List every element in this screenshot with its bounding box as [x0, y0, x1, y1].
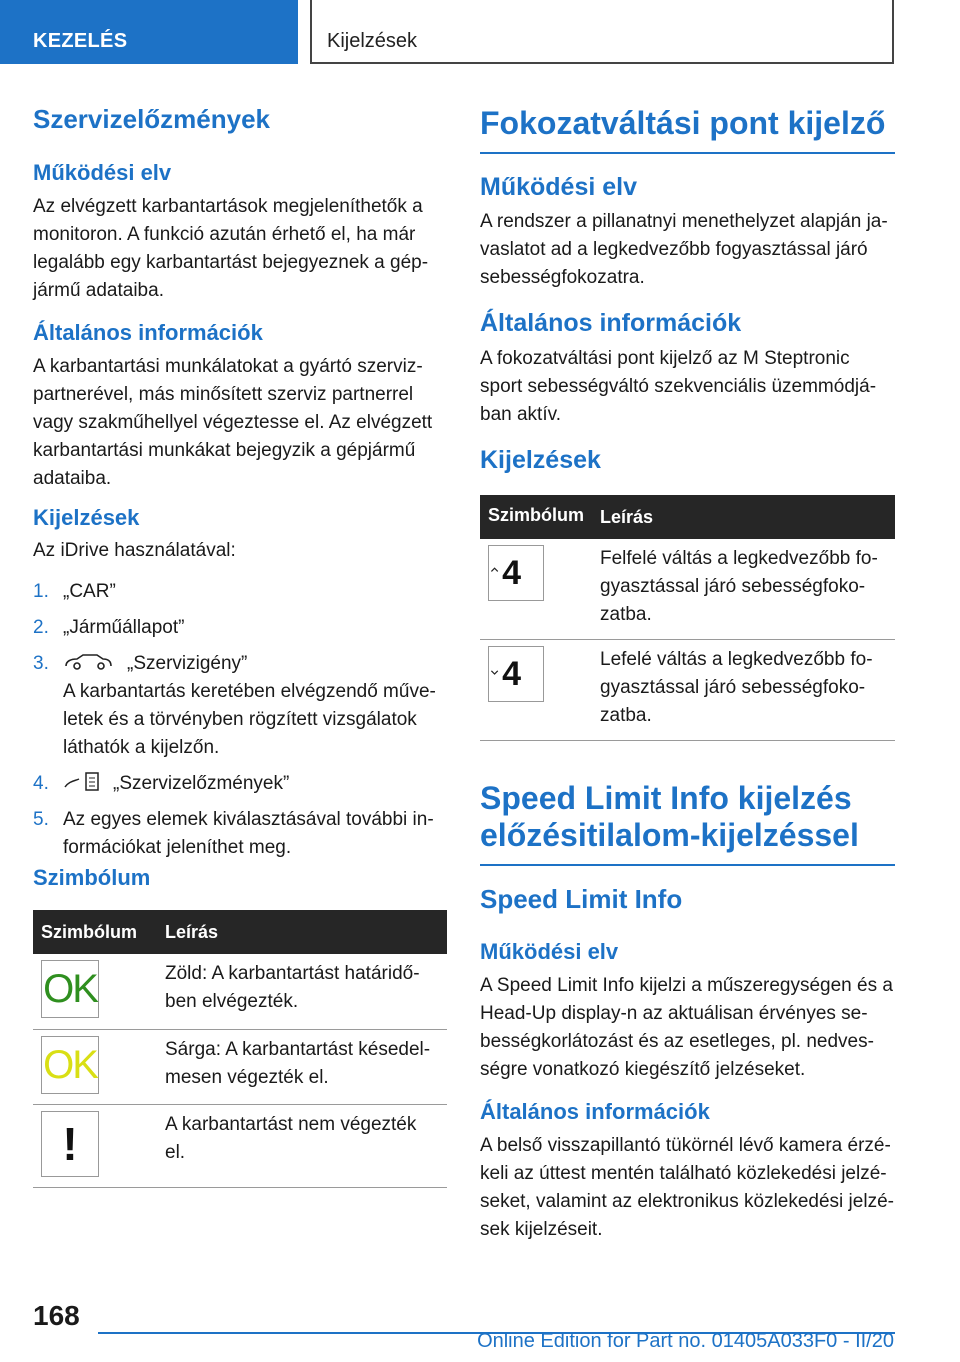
step-text: „CAR”	[63, 581, 116, 602]
principle-text: Az elvégzett karbantartások megjeleníthetők a monitoron. A funkció azután érhető el, ha már legalább egy karbantartást bejegyeznek a gépjármű adataiba.	[33, 196, 429, 301]
exclamation-icon: !	[41, 1111, 99, 1177]
step-text: „Szervizelőzmények”	[113, 773, 290, 794]
ok-green-icon: OK	[41, 960, 99, 1018]
table-header-symbol: Szimbólum	[33, 910, 157, 954]
shift-down-icon: 4	[488, 646, 544, 702]
table-row	[33, 1104, 447, 1187]
step-text: „Járműállapot”	[63, 617, 185, 638]
symbol-heading: Szimbólum	[33, 865, 151, 890]
general-info-heading: Általános információk	[33, 320, 263, 345]
list-item	[33, 806, 447, 862]
sli-general-heading: Általános információk	[480, 1099, 710, 1124]
sli-general-text: A belső visszapillantó tükörnél lévő kamera érzékeli az úttest mentén található közlekedési jelzéseket, valamint az elektronikus közlekedési jelzések kijelzéseit.	[480, 1135, 894, 1240]
description-cell: A karbantartást nem végezték el.	[157, 1104, 447, 1187]
step-number: 5.	[33, 809, 49, 830]
principle-text: A rendszer a pillanatnyi menethelyzet alapján javaslatot ad a legkedvezőbb fogyasztással járó sebességfokozatra.	[480, 211, 888, 288]
chapter-header	[310, 0, 894, 64]
table-header-symbol: Szimbólum	[480, 495, 592, 539]
step-number: 2.	[33, 617, 49, 638]
table-header-description: Leírás	[157, 910, 447, 954]
list-item	[33, 770, 447, 798]
general-info-text: A karbantartási munkálatokat a gyártó szervizpartnerével, más minősített szerviz partnerrel vagy szakműhellyel végeztesse el. Az elvégzett karbantartási munkákat bejegyzik a gépjármű adataiba.	[33, 356, 433, 489]
step-subtext: A karbantartás keretében elvégzendő műveletek és a törvényben rögzített vizsgálatok láthatók a kijelzőn.	[63, 681, 436, 758]
step-number: 4.	[33, 773, 49, 794]
ok-yellow-icon: OK	[41, 1036, 99, 1094]
description-cell: Sárga: A karbantartást késedelmesen végezték el.	[157, 1029, 447, 1104]
gear-symbol-table	[480, 495, 895, 741]
speed-limit-title: Speed Limit Info kijelzés előzésitilalom-kijelzéssel	[480, 780, 895, 866]
service-symbol-table	[33, 910, 447, 1188]
list-item	[33, 650, 447, 762]
service-history-title: Szervizelőzmények	[33, 104, 271, 134]
sli-principle-heading: Működési elv	[480, 939, 619, 964]
gear-shift-title: Fokozatváltási pont kijelző	[480, 105, 895, 154]
displays-intro: Az iDrive használatával:	[33, 540, 236, 561]
principle-heading: Működési elv	[33, 160, 172, 185]
description-cell: Lefelé váltás a legkedvezőbb fogyasztással járó sebességfokozatba.	[592, 640, 895, 741]
step-number: 1.	[33, 581, 49, 602]
description-cell: Felfelé váltás a legkedvezőbb fogyasztással járó sebességfokozatba.	[592, 539, 895, 640]
car-service-icon	[63, 651, 113, 673]
chapter-label: Kijelzések	[327, 30, 418, 52]
step-text: „Szervizigény”	[127, 653, 248, 674]
table-header-row	[33, 910, 447, 954]
general-info-heading: Általános információk	[480, 309, 742, 337]
page-number: 168	[33, 1300, 80, 1331]
service-history-icon	[63, 771, 103, 793]
table-row	[33, 1029, 447, 1104]
general-info-text: A fokozatváltási pont kijelző az M Steptronic sport sebességváltó szekvenciális üzemmódjában aktív.	[480, 348, 877, 425]
edition-footer: Online Edition for Part no. 01405A033F0 - II/20	[477, 1330, 894, 1352]
steps-list	[33, 578, 447, 870]
section-tab	[0, 0, 298, 64]
displays-heading: Kijelzések	[480, 446, 601, 474]
shift-up-icon: 4	[488, 545, 544, 601]
table-row	[480, 640, 895, 741]
step-number: 3.	[33, 653, 49, 674]
displays-heading: Kijelzések	[33, 505, 140, 530]
principle-heading: Működési elv	[480, 173, 637, 201]
section-label: KEZELÉS	[33, 30, 128, 52]
list-item	[33, 614, 447, 642]
description-cell: Zöld: A karbantartást határidőben elvégezték.	[157, 954, 447, 1029]
speed-limit-info-heading: Speed Limit Info	[480, 884, 683, 914]
sli-principle-text: A Speed Limit Info kijelzi a műszeregységen és a Head-Up display-n az aktuálisan érvényes sebességkorlátozást és az esetleges, pl. nedvességre vonatkozó kiegészítő jelzéseket.	[480, 975, 893, 1080]
table-header-row	[480, 495, 895, 539]
table-header-description: Leírás	[592, 495, 895, 539]
list-item	[33, 578, 447, 606]
table-row	[480, 539, 895, 640]
step-text: Az egyes elemek kiválasztásával további információkat jeleníthet meg.	[63, 809, 434, 858]
table-row	[33, 954, 447, 1029]
